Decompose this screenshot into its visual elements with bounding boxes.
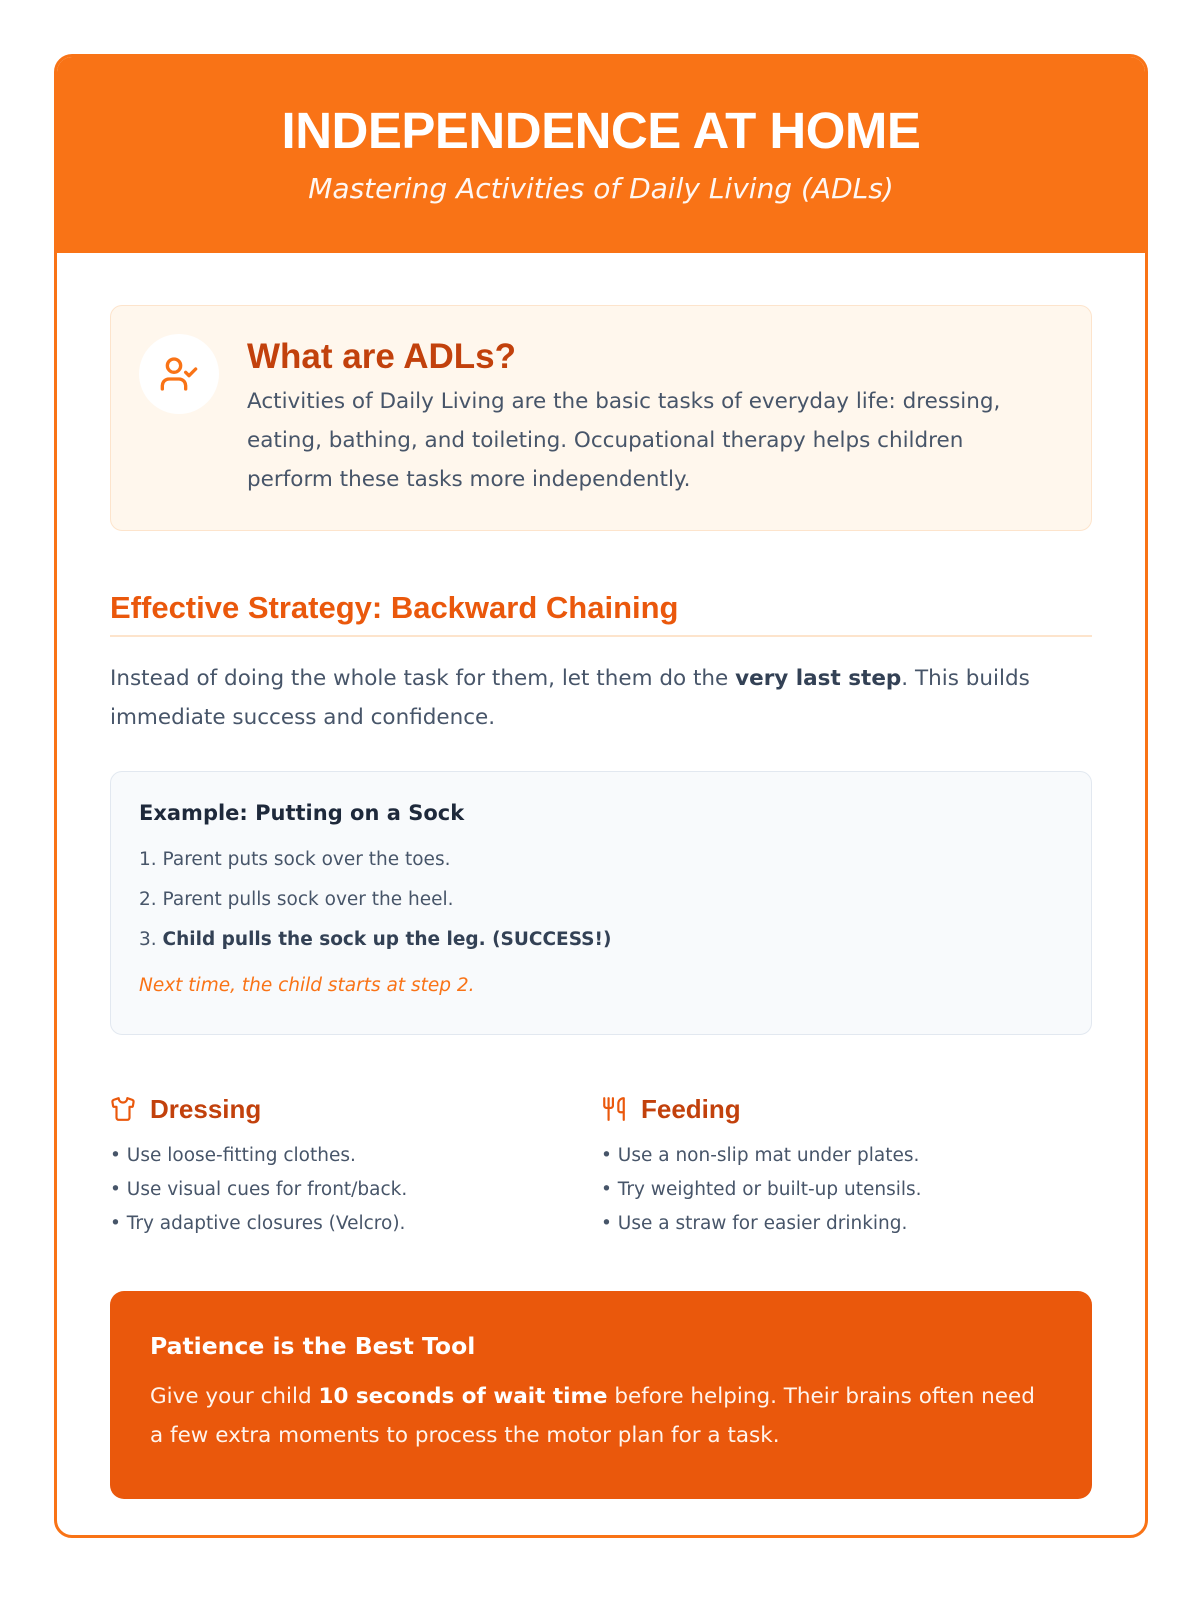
- shirt-icon: [110, 1096, 136, 1122]
- feeding-tips: [601, 1089, 1092, 1241]
- callout-text: [150, 1377, 1052, 1455]
- infographic-card: [54, 54, 1148, 1538]
- strategy-text: [110, 659, 1092, 737]
- callout-text-emphasis: 10 seconds of wait time: [318, 1384, 608, 1409]
- strategy-text-emphasis: very last step: [735, 666, 902, 691]
- list-item: • Use visual cues for front/back.: [110, 1179, 408, 1200]
- feeding-header: [601, 1089, 1092, 1129]
- example-note: Next time, the child starts at step 2.: [139, 975, 475, 996]
- tips-section: [110, 1089, 1092, 1241]
- header-banner: [57, 57, 1145, 253]
- example-steps: [139, 840, 1063, 960]
- intro-text: Activities of Daily Living are the basic tasks of everyday life: dressing, eating, bathing, and toileting. Occupational therapy helps children perform these tasks more independently.: [247, 389, 1001, 492]
- callout-text-end: before helping. Their brains often need a few extra moments to process the motor plan for a task.: [150, 1384, 1035, 1448]
- callout-text-start: Give your child: [150, 1384, 319, 1409]
- user-check-icon: [139, 334, 219, 414]
- example-step: [139, 840, 1063, 880]
- step-number: 3.: [139, 929, 157, 950]
- page-subtitle: Mastering Activities of Daily Living (ADLs): [308, 172, 894, 205]
- step-number: 1.: [139, 849, 157, 870]
- step-number: 2.: [139, 889, 157, 910]
- strategy-text-end: . This builds immediate success and confidence.: [110, 666, 1030, 730]
- list-item: • Use a non-slip mat under plates.: [601, 1145, 920, 1166]
- list-item: • Try weighted or built-up utensils.: [601, 1179, 922, 1200]
- dressing-title: Dressing: [150, 1093, 262, 1124]
- step-text: Parent puts sock over the toes.: [162, 849, 451, 870]
- main-content: [57, 253, 1145, 1499]
- step-text: Child pulls the sock up the leg. (SUCCESS!): [162, 929, 612, 950]
- example-box: [110, 771, 1092, 1035]
- callout-title: Patience is the Best Tool: [150, 1332, 476, 1360]
- example-step: [139, 880, 1063, 920]
- dressing-tips: [110, 1089, 601, 1241]
- list-item: • Use a straw for easier drinking.: [601, 1213, 908, 1234]
- strategy-title: Effective Strategy: Backward Chaining: [110, 589, 1092, 637]
- example-step: [139, 920, 1063, 960]
- patience-callout: [110, 1291, 1092, 1499]
- feeding-list: [601, 1139, 1092, 1241]
- strategy-text-start: Instead of doing the whole task for them, let them do the: [110, 666, 736, 691]
- dressing-header: [110, 1089, 601, 1129]
- intro-box: [110, 305, 1092, 531]
- example-title: Example: Putting on a Sock: [139, 801, 465, 825]
- intro-title: What are ADLs?: [247, 337, 517, 376]
- list-item: • Use loose-fitting clothes.: [110, 1145, 356, 1166]
- feeding-title: Feeding: [641, 1093, 741, 1124]
- dressing-list: [110, 1139, 601, 1241]
- step-text: Parent pulls sock over the heel.: [162, 889, 454, 910]
- page-title: INDEPENDENCE AT HOME: [281, 102, 921, 159]
- list-item: • Try adaptive closures (Velcro).: [110, 1213, 406, 1234]
- utensils-icon: [601, 1096, 627, 1122]
